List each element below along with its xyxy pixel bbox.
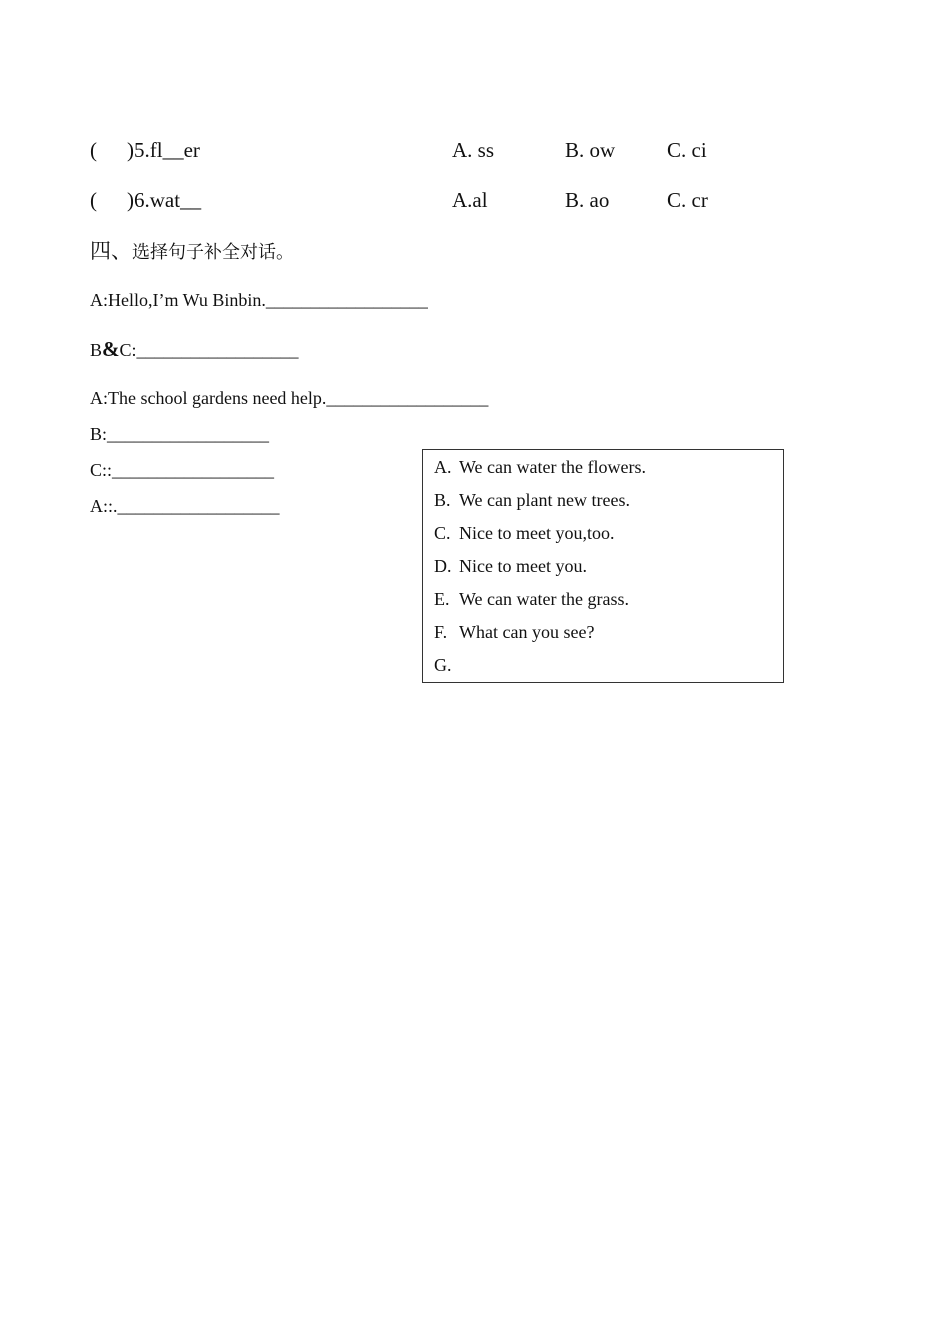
option-b: B. ao [565, 188, 610, 212]
option-text: Nice to meet you. [459, 556, 587, 576]
option-a: A.al [452, 188, 488, 212]
option-letter: A. [434, 457, 452, 477]
option-letter: B. [434, 490, 451, 510]
option-text: Nice to meet you,too. [459, 523, 615, 543]
option-text: We can water the flowers. [459, 457, 646, 477]
option-letter: D. [434, 556, 452, 576]
question-6-row [90, 186, 790, 214]
option-text: We can plant new trees. [459, 490, 630, 510]
dialog-line-2 [90, 337, 299, 362]
sentence-option-g [434, 653, 459, 677]
sentence-options-box [422, 449, 784, 683]
speaker-b: B [90, 340, 103, 360]
sentence-option-a [434, 455, 646, 479]
dialog-line-4: B:__________________ [90, 424, 270, 444]
sentence-option-d [434, 554, 587, 578]
question-5-row [90, 136, 790, 164]
section-instruction: 选择句子补全对话。 [132, 242, 294, 262]
option-letter: C. [434, 523, 451, 543]
dialog-line-3: A:The school gardens need help.__________________ [90, 388, 489, 408]
option-c: C. ci [667, 138, 707, 162]
sentence-option-f [434, 620, 594, 644]
option-a: A. ss [452, 138, 495, 162]
answer-paren: ( [90, 188, 97, 212]
dialog-line-1: A:Hello,I’m Wu Binbin.__________________ [90, 290, 428, 310]
speaker-c-blank: C:__________________ [119, 340, 299, 360]
dialog-line-6: A::.__________________ [90, 496, 280, 516]
option-text: What can you see? [459, 622, 595, 642]
dialog-line-5: C::__________________ [90, 460, 275, 480]
option-c: C. cr [667, 188, 708, 212]
option-letter: E. [434, 589, 450, 609]
option-letter: F. [434, 622, 448, 642]
sentence-option-c [434, 521, 614, 545]
ampersand: & [102, 337, 120, 361]
option-text: We can water the grass. [459, 589, 629, 609]
question-stem: )6.wat__ [127, 188, 202, 212]
sentence-option-b [434, 488, 630, 512]
sentence-option-e [434, 587, 629, 611]
option-b: B. ow [565, 138, 616, 162]
answer-paren: ( [90, 138, 97, 162]
section-number: 四、 [90, 239, 132, 263]
section-4-title [90, 237, 294, 266]
question-stem: )5.fl__er [127, 138, 200, 162]
option-letter: G. [434, 655, 452, 675]
